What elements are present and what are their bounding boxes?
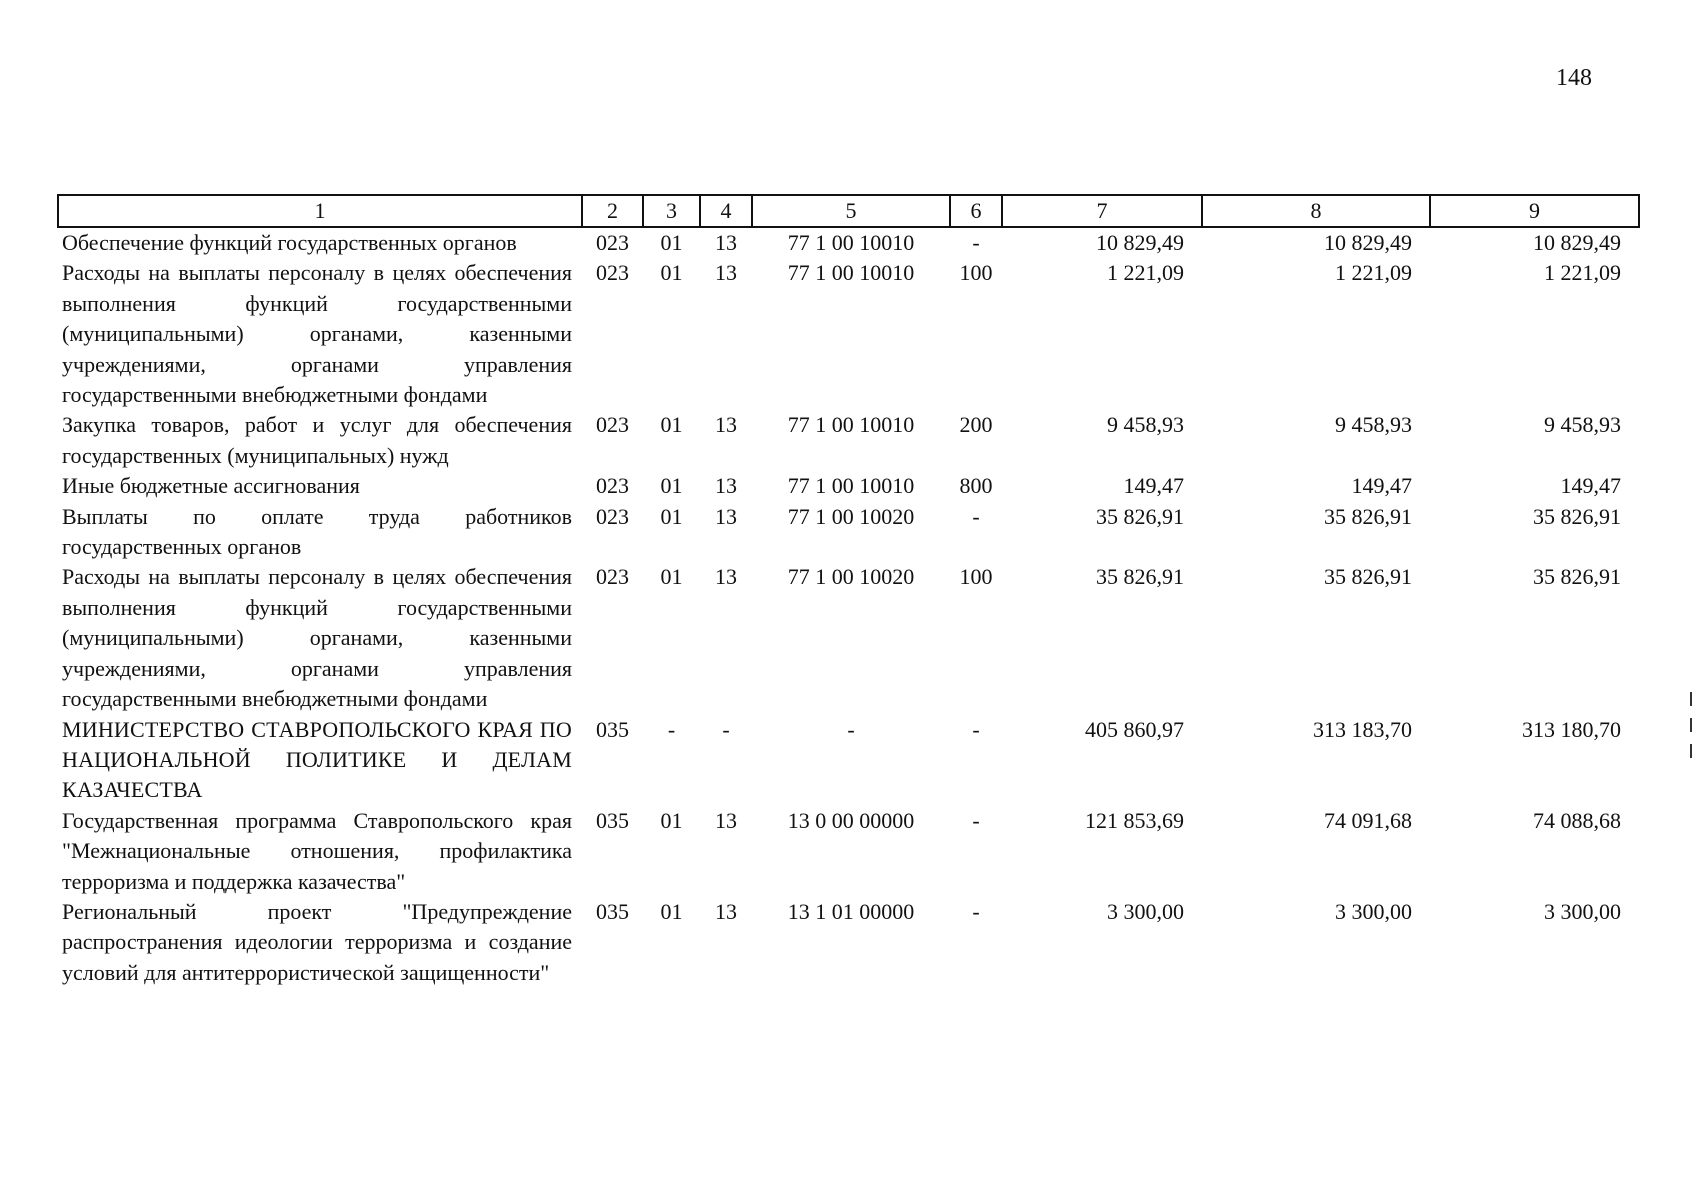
row-sum-col9: 74 088,68	[1533, 807, 1621, 833]
row-csr-code: 13 1 01 00000	[787, 898, 915, 924]
row-rz-code: 01	[660, 260, 683, 286]
row-sum-col7: 1 221,09	[1107, 260, 1184, 286]
column-header-8: 8	[1202, 195, 1430, 227]
row-sum-col8: 10 829,49	[1324, 230, 1412, 255]
row-csr-code: 13 0 00 00000	[787, 807, 915, 833]
row-gr-code: 023	[596, 503, 629, 529]
table-header	[58, 195, 1639, 227]
row-sum-col8: 74 091,68	[1324, 807, 1412, 833]
row-rz-code: 01	[660, 473, 683, 499]
row-pr-code: 13	[715, 898, 737, 924]
row-vr-code: 800	[959, 473, 993, 499]
row-pr-code: 13	[715, 412, 737, 438]
scan-mark	[1690, 744, 1692, 758]
column-header-1: 1	[58, 195, 582, 227]
row-name: Иные бюджетные ассигнования	[62, 473, 360, 499]
row-name: Закупка товаров, работ и услуг для обеспечения государственных (муниципальных) нужд	[62, 412, 572, 468]
row-gr-code: 035	[596, 807, 629, 833]
table-row	[58, 562, 1639, 714]
row-pr-code: 13	[715, 230, 737, 255]
table-row	[58, 410, 1639, 471]
scan-margin-marks	[1690, 692, 1692, 764]
row-sum-col7: 121 853,69	[1085, 807, 1184, 833]
row-sum-col8: 3 300,00	[1335, 898, 1412, 924]
row-vr-code: 100	[959, 260, 993, 286]
row-csr-code: -	[847, 716, 855, 742]
row-name: Расходы на выплаты персоналу в целях обеспечения выполнения функций государственными (муниципальными) органами, казенными учреждениями, органами управления государственными внебюджетными фондами	[62, 564, 572, 712]
row-vr-code: -	[972, 230, 980, 255]
row-sum-col7: 9 458,93	[1107, 412, 1184, 438]
column-header-5: 5	[752, 195, 950, 227]
row-name: Расходы на выплаты персоналу в целях обеспечения выполнения функций государственными (муниципальными) органами, казенными учреждениями, органами управления государственными внебюджетными фондами	[62, 260, 572, 408]
table-row	[58, 471, 1639, 501]
row-vr-code: -	[972, 807, 980, 833]
row-rz-code: 01	[660, 807, 683, 833]
row-gr-code: 035	[596, 716, 629, 742]
scan-mark	[1690, 718, 1692, 732]
row-rz-code: 01	[660, 230, 683, 255]
table-row	[58, 806, 1639, 897]
row-rz-code: 01	[660, 412, 683, 438]
row-pr-code: 13	[715, 564, 737, 590]
row-sum-col9: 1 221,09	[1544, 260, 1621, 286]
row-gr-code: 023	[596, 473, 629, 499]
row-vr-code: 200	[959, 412, 993, 438]
row-sum-col7: 405 860,97	[1085, 716, 1184, 742]
row-csr-code: 77 1 00 10010	[787, 260, 915, 286]
row-name: Региональный проект "Предупреждение распространения идеологии терроризма и создание условий для антитеррористической защищенности"	[62, 898, 572, 985]
row-sum-col9: 3 300,00	[1544, 898, 1621, 924]
table-row	[58, 227, 1639, 258]
row-csr-code: 77 1 00 10010	[787, 473, 915, 499]
row-rz-code: -	[667, 716, 676, 742]
column-header-7: 7	[1002, 195, 1202, 227]
row-name: Государственная программа Ставропольского края "Межнациональные отношения, профилактика терроризма и поддержка казачества"	[62, 807, 572, 894]
row-pr-code: 13	[715, 807, 737, 833]
row-gr-code: 023	[596, 412, 629, 438]
row-pr-code: 13	[715, 260, 737, 286]
row-sum-col8: 1 221,09	[1335, 260, 1412, 286]
row-sum-col8: 35 826,91	[1324, 503, 1412, 529]
row-csr-code: 77 1 00 10020	[787, 564, 915, 590]
table-row	[58, 258, 1639, 410]
row-sum-col7: 35 826,91	[1096, 503, 1184, 529]
row-sum-col7: 10 829,49	[1096, 230, 1184, 255]
page-number: 148	[1556, 65, 1592, 91]
row-csr-code: 77 1 00 10020	[787, 503, 915, 529]
table-row	[58, 502, 1639, 563]
row-sum-col9: 313 180,70	[1522, 716, 1621, 742]
row-gr-code: 023	[596, 564, 629, 590]
row-sum-col9: 9 458,93	[1544, 412, 1621, 438]
table-body	[58, 227, 1639, 988]
row-sum-col7: 35 826,91	[1096, 564, 1184, 590]
row-sum-col8: 35 826,91	[1324, 564, 1412, 590]
row-vr-code: -	[972, 503, 980, 529]
row-pr-code: 13	[715, 473, 737, 499]
row-name: Обеспечение функций государственных органов	[62, 230, 517, 255]
row-csr-code: 77 1 00 10010	[787, 412, 915, 438]
header-row	[58, 195, 1639, 227]
row-sum-col9: 10 829,49	[1533, 230, 1621, 255]
row-pr-code: 13	[715, 503, 737, 529]
row-csr-code: 77 1 00 10010	[787, 230, 915, 255]
table-row	[58, 897, 1639, 988]
row-sum-col9: 35 826,91	[1533, 564, 1621, 590]
row-sum-col8: 9 458,93	[1335, 412, 1412, 438]
row-pr-code: -	[722, 716, 730, 742]
row-sum-col8: 313 183,70	[1313, 716, 1412, 742]
row-rz-code: 01	[660, 898, 683, 924]
row-gr-code: 023	[596, 260, 629, 286]
column-header-9: 9	[1430, 195, 1639, 227]
row-rz-code: 01	[660, 503, 683, 529]
column-header-4: 4	[700, 195, 752, 227]
row-gr-code: 023	[596, 230, 629, 255]
row-gr-code: 035	[596, 898, 629, 924]
row-sum-col9: 149,47	[1560, 473, 1621, 499]
row-sum-col7: 3 300,00	[1107, 898, 1184, 924]
row-vr-code: 100	[959, 564, 993, 590]
row-sum-col7: 149,47	[1123, 473, 1184, 499]
scan-mark	[1690, 692, 1692, 706]
row-name: Выплаты по оплате труда работников государственных органов	[62, 503, 572, 560]
column-header-3: 3	[643, 195, 700, 227]
row-name: МИНИСТЕРСТВО СТАВРОПОЛЬСКОГО КРАЯ ПО НАЦИОНАЛЬНОЙ ПОЛИТИКЕ И ДЕЛАМ КАЗАЧЕСТВА	[62, 716, 572, 803]
row-rz-code: 01	[660, 564, 683, 590]
column-header-6: 6	[950, 195, 1002, 227]
budget-table	[57, 194, 1640, 988]
row-vr-code: -	[972, 898, 980, 924]
row-vr-code: -	[972, 716, 980, 742]
row-sum-col9: 35 826,91	[1533, 503, 1621, 529]
row-sum-col8: 149,47	[1351, 473, 1412, 499]
column-header-2: 2	[582, 195, 643, 227]
table-row	[58, 715, 1639, 806]
